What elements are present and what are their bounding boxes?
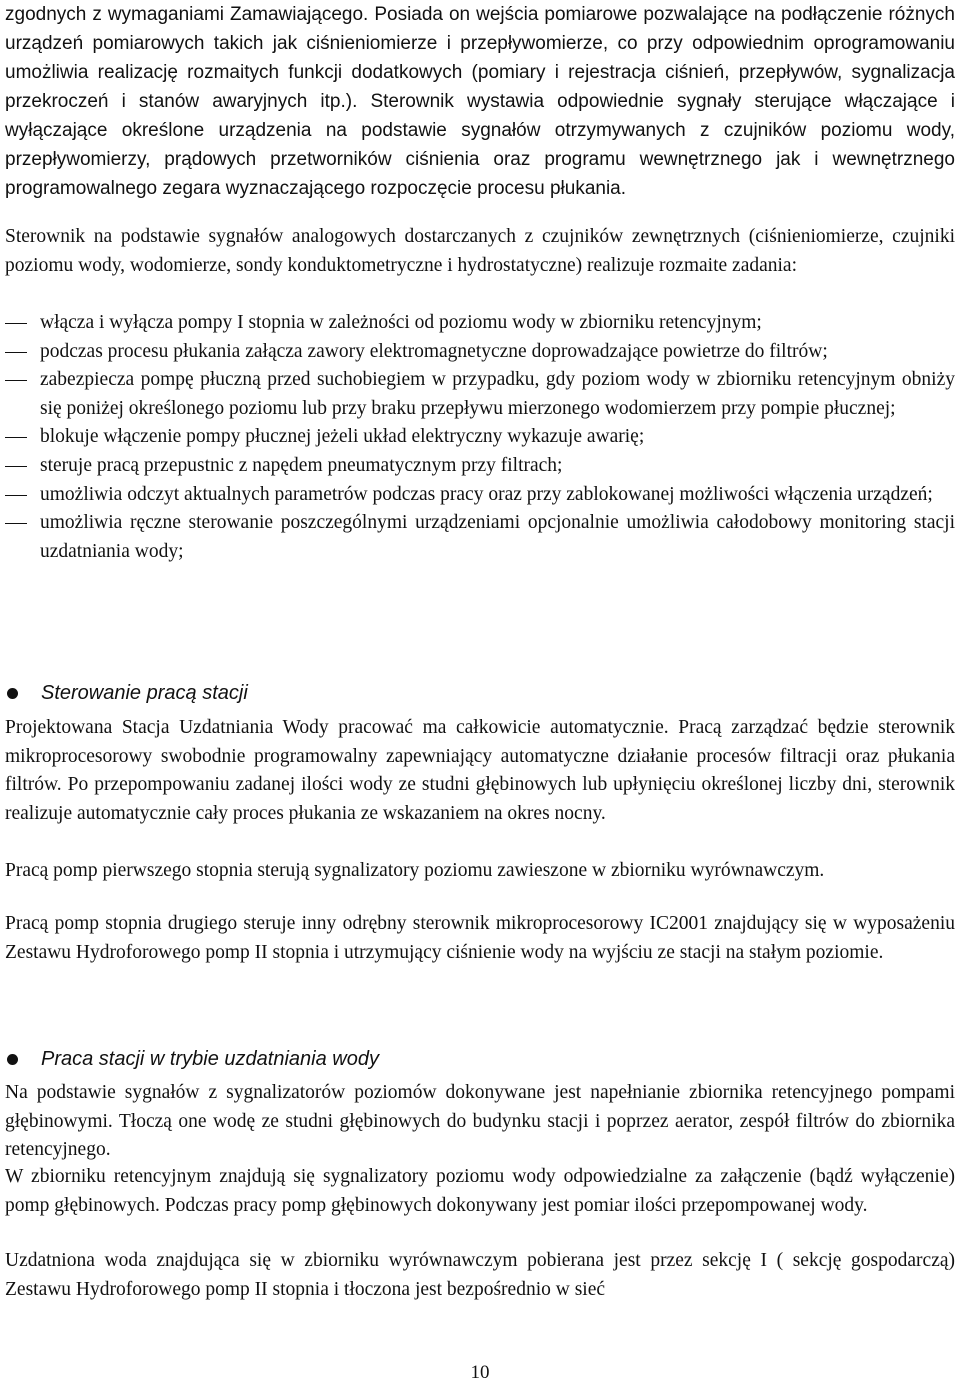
- section2-paragraph-3: Uzdatniona woda znajdująca się w zbiorniku wyrównawczym pobierana jest przez sekcję I ( sekcję gospodarczą) Zestawu Hydroforowego pomp II stopnia i tłoczona jest bezpośrednio w sieć: [5, 1250, 955, 1300]
- list-item: podczas procesu płukania załącza zawory elektromagnetyczne doprowadzające powietrze do filtrów;: [5, 338, 955, 367]
- dash-marker: [5, 323, 27, 324]
- dash-marker: [5, 523, 27, 524]
- tasks-intro-paragraph: Sterownik na podstawie sygnałów analogowych dostarczanych z czujników zewnętrznych (ciśnieniomierze, czujniki poziomu wody, wodomierze, sondy konduktometryczne i hydrostatyczne) realizuje rozmaite zadania:: [5, 226, 955, 276]
- list-item: zabezpiecza pompę płuczną przed suchobiegiem w przypadku, gdy poziom wody w zbiorniku retencyjnym obniży się poniżej określonego poziomu lub przy braku przepływu mierzonego wodomierzem przy pompie płucznej;: [5, 366, 955, 423]
- section2-paragraph-1: Na podstawie sygnałów z sygnalizatorów poziomów dokonywane jest napełnianie zbiornika retencyjnego pompami głębinowymi. Tłoczą one wodę ze studni głębinowych do budynku stacji i poprzez aerator, zespół filtrów do zbiornika retencyjnego.: [5, 1082, 955, 1161]
- dash-marker: [5, 352, 27, 353]
- section1-paragraph-2: Pracą pomp pierwszego stopnia sterują sygnalizatory poziomu zawieszone w zbiorniku wyrównawczym.: [5, 860, 825, 881]
- section1-paragraph-1: Projektowana Stacja Uzdatniania Wody pracować ma całkowicie automatycznie. Pracą zarządzać będzie sterownik mikroprocesorowy swobodnie programowalny zapewniający automatyczne działanie procesów filtracji oraz płukania filtrów. Po przepompowaniu zadanej ilości wody ze studni głębinowych lub upłynięciu określonej liczby dni, sterownik realizuje automatycznie cały proces płukania ze wskazaniem na okres nocny.: [5, 717, 955, 824]
- document-page: zgodnych z wymaganiami Zamawiającego. Posiada on wejścia pomiarowe pozwalające na podłączenie różnych urządzeń pomiarowych takich jak ciśnieniomierze i przepływomierze, co przy odpowiednim oprogramowaniu umożliwia realizację rozmaitych funkcji dodatkowych (pomiary i rejestracja ciśnień, przepływów, sygnalizacja przekroczeń i stanów awaryjnych itp.). Sterownik wystawia odpowiednie sygnały sterujące włączające i wyłączające określone urządzenia na podstawie sygnałów otrzymywanych z czujników poziomu wody, przepływomierzy, prądowych przetworników ciśnienia oraz programu wewnętrznego jak i wewnętrznego programowalnego zegara wyznaczającego rozpoczęcie procesu płukania. Sterownik na podstawie sygnałów analogowych dostarczanych z czujników zewnętrznych (ciśnieniomierze, czujniki poziomu wody, wodomierze, sondy konduktometryczne i hydrostatyczne) realizuje rozmaite zadania: włącza i wyłącza pompy I stopnia w zależności od poziomu wody w zbiorniku retencyjnym; podczas procesu płukania załącza zawory elektromagnetyczne doprowadzające powietrze do filtrów; zabezpiecza pompę płuczną przed suchobiegiem w przypadku, gdy poziom wody w zbiorniku retencyjnym obniży się poniżej określonego poziomu lub przy braku przepływu mierzonego wodomierzem przy pompie płucznej; blokuje włączenie pompy płucznej jeżeli układ elektryczny wykazuje awarię; steruje pracą przepustnic z napędem pneumatycznym przy filtrach; umożliwia odczyt aktualnych parametrów podczas pracy oraz przy zablokowanej możliwości włączenia urządzeń; umożliwia ręczne sterowanie poszczególnymi urządzeniami opcjonalnie umożliwia całodobowy monitoring stacji uzdatniania wody; Sterowanie pracą stacji Projektowana Stacja Uzdatniania Wody pracować ma całkowicie automatycznie. Pracą zarządzać będzie sterownik mikroprocesorowy swobodnie programowalny zapewniający automatyczne działanie procesów filtracji oraz płukania filtrów. Po przepompowaniu zadanej ilości wody ze studni głębinowych lub upłynięciu określonej liczby dni, sterownik realizuje automatycznie cały proces płukania ze wskazaniem na okres nocny. Pracą pomp pierwszego stopnia sterują sygnalizatory poziomu zawieszone w zbiorniku wyrównawczym. Pracą pomp stopnia drugiego steruje inny odrębny sterownik mikroprocesorowy IC2001 znajdujący się w wyposażeniu Zestawu Hydroforowego pomp II stopnia i utrzymujący ciśnienie wody na wyjściu ze stacji na stałym poziomie. Praca stacji w trybie uzdatniania wody Na podstawie sygnałów z sygnalizatorów poziomów dokonywane jest napełnianie zbiornika retencyjnego pompami głębinowymi. Tłoczą one wodę ze studni głębinowych do budynku stacji i poprzez aerator, zespół filtrów do zbiornika retencyjnego. W zbiorniku retencyjnym znajdują się sygnalizatory poziomu wody odpowiedzialne za załączenie (bądź wyłączenie) pomp głębinowych. Podczas pracy pomp głębinowych dokonywany jest pomiar ilości przepompowanej wody. Uzdatniona woda znajdująca się w zbiorniku wyrównawczym pobierana jest przez sekcję I ( sekcję gospodarczą) Zestawu Hydroforowego pomp II stopnia i tłoczona jest bezpośrednio w sieć 10: [0, 0, 960, 1384]
- dash-marker: [5, 495, 27, 496]
- bullet-icon: [7, 1054, 18, 1065]
- dash-marker: [5, 437, 27, 438]
- list-item: steruje pracą przepustnic z napędem pneumatycznym przy filtrach;: [5, 452, 955, 481]
- section2-paragraph-2: W zbiorniku retencyjnym znajdują się sygnalizatory poziomu wody odpowiedzialne za załączenie (bądź wyłączenie) pomp głębinowych. Podczas pracy pomp głębinowych dokonywany jest pomiar ilości przepompowanej wody.: [5, 1166, 955, 1216]
- tasks-list: [5, 309, 955, 566]
- list-item: umożliwia odczyt aktualnych parametrów podczas pracy oraz przy zablokowanej możliwości włączenia urządzeń;: [5, 481, 955, 510]
- dash-marker: [5, 466, 27, 467]
- page-number: 10: [470, 1362, 490, 1383]
- intro-paragraph: zgodnych z wymaganiami Zamawiającego. Posiada on wejścia pomiarowe pozwalające na podłączenie różnych urządzeń pomiarowych takich jak ciśnieniomierze i przepływomierze, co przy odpowiednim oprogramowaniu umożliwia realizację rozmaitych funkcji dodatkowych (pomiary i rejestracja ciśnień, przepływów, sygnalizacja przekroczeń i stanów awaryjnych itp.). Sterownik wystawia odpowiednie sygnały sterujące włączające i wyłączające określone urządzenia na podstawie sygnałów otrzymywanych z czujników poziomu wody, przepływomierzy, prądowych przetworników ciśnienia oraz programu wewnętrznego jak i wewnętrznego programowalnego zegara wyznaczającego rozpoczęcie procesu płukania.: [5, 4, 955, 199]
- dash-marker: [5, 380, 27, 381]
- section1-paragraph-3: Pracą pomp stopnia drugiego steruje inny odrębny sterownik mikroprocesorowy IC2001 znajdujący się w wyposażeniu Zestawu Hydroforowego pomp II stopnia i utrzymujący ciśnienie wody na wyjściu ze stacji na stałym poziomie.: [5, 913, 955, 963]
- bullet-icon: [7, 688, 18, 699]
- list-item: umożliwia ręczne sterowanie poszczególnymi urządzeniami opcjonalnie umożliwia całodobowy monitoring stacji uzdatniania wody;: [5, 509, 955, 566]
- list-item: włącza i wyłącza pompy I stopnia w zależności od poziomu wody w zbiorniku retencyjnym;: [5, 309, 955, 338]
- list-item: blokuje włączenie pompy płucznej jeżeli układ elektryczny wykazuje awarię;: [5, 423, 955, 452]
